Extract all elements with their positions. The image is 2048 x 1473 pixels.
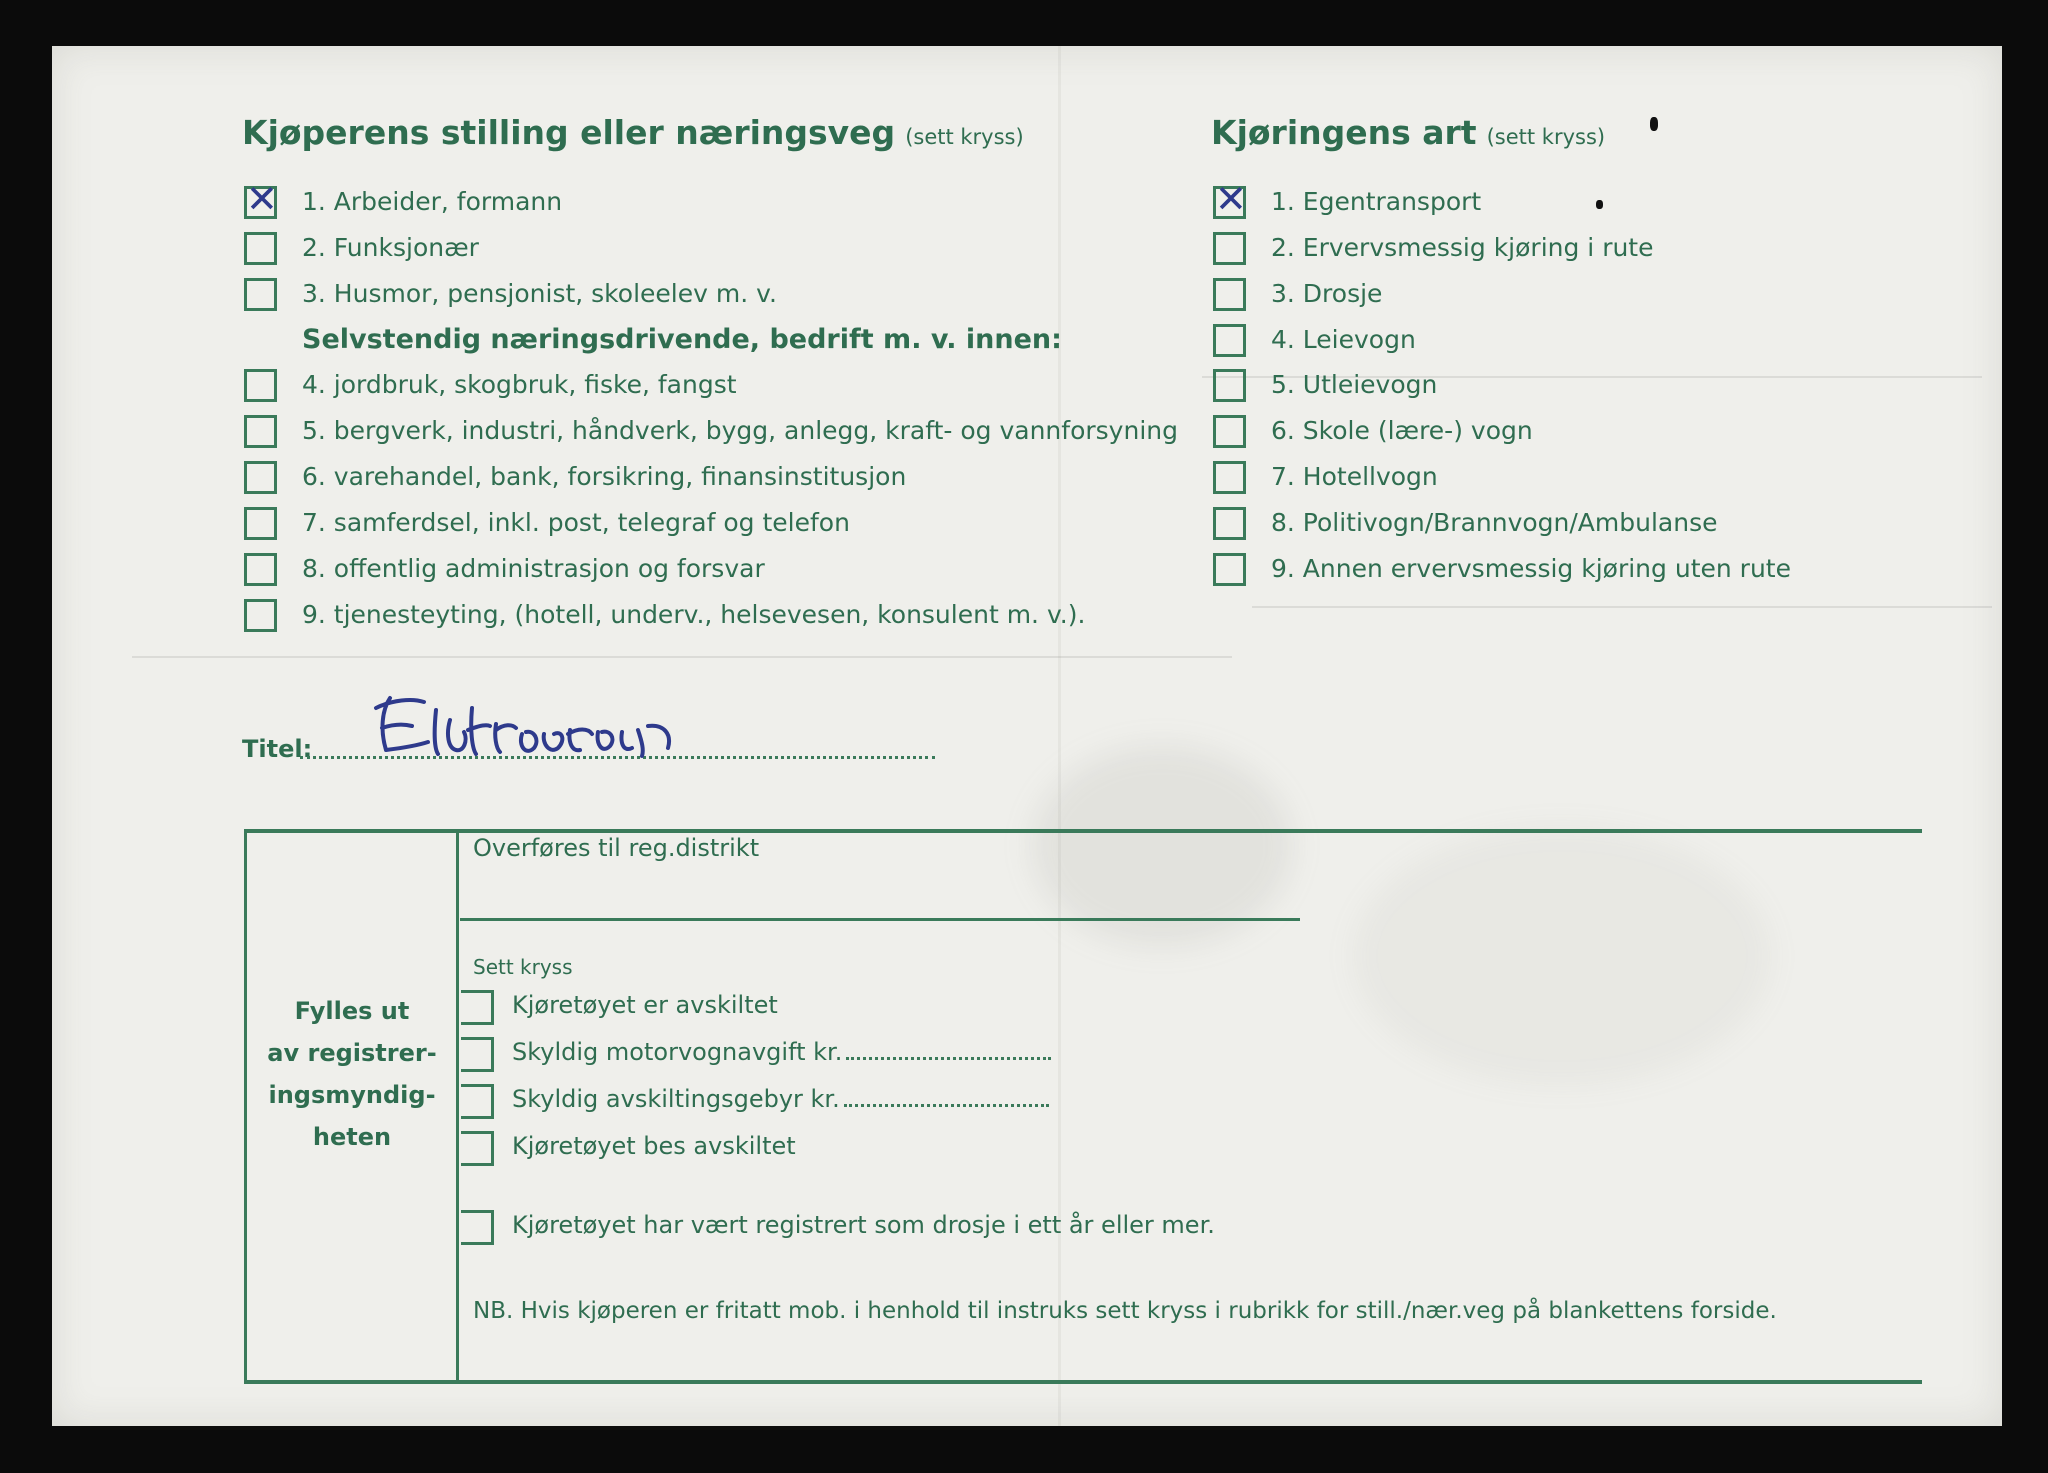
checkbox[interactable] <box>461 1037 494 1072</box>
note-text: NB. Hvis kjøperen er fritatt mob. i henhold til instruks sett kryss i rubrikk for still./nær.veg på blankettens forside. <box>473 1298 1777 1324</box>
checkbox[interactable] <box>1213 415 1246 448</box>
ink-speck <box>1596 200 1603 209</box>
panel-border-top <box>244 829 1922 833</box>
check-mark-icon: ✕ <box>1215 177 1247 221</box>
stain <box>1352 826 1772 1086</box>
checkbox[interactable] <box>244 599 277 632</box>
checkbox[interactable] <box>244 415 277 448</box>
panel-border-bottom <box>244 1380 1922 1384</box>
buyer-heading: Kjøperens stilling eller næringsveg (sett kryss) <box>242 113 1024 152</box>
checkbox[interactable] <box>1213 507 1246 540</box>
panel-divider <box>456 829 459 1382</box>
checkbox[interactable] <box>461 1131 494 1166</box>
checkbox[interactable] <box>1213 232 1246 265</box>
sett-kryss-label: Sett kryss <box>473 955 573 979</box>
checkbox[interactable] <box>1213 278 1246 311</box>
check-mark-icon: ✕ <box>246 177 278 221</box>
checkbox[interactable] <box>1213 553 1246 586</box>
checkbox[interactable] <box>461 1210 494 1245</box>
amount-field-line[interactable] <box>846 1039 1051 1060</box>
registry-side-label: Fylles ut av registrer- ingsmyndig- heten <box>267 997 437 1151</box>
handwritten-signature <box>372 690 832 770</box>
checkbox[interactable] <box>461 1084 494 1119</box>
stain <box>1032 746 1292 946</box>
checkbox[interactable] <box>244 507 277 540</box>
checkbox[interactable] <box>461 990 494 1025</box>
checkbox[interactable] <box>244 369 277 402</box>
selfemployed-heading: Selvstendig næringsdrivende, bedrift m. v. innen: <box>302 324 1062 355</box>
checkbox[interactable] <box>244 232 277 265</box>
titel-label: Titel: <box>242 735 313 763</box>
checkbox[interactable] <box>1213 461 1246 494</box>
transfer-field-line[interactable] <box>460 918 1300 921</box>
checkbox[interactable] <box>1213 324 1246 357</box>
bleed-through-line <box>132 656 1232 658</box>
amount-field-line[interactable] <box>844 1086 1049 1107</box>
driving-heading: Kjøringens art (sett kryss) <box>1211 113 1606 152</box>
bleed-through-line <box>1252 606 1992 608</box>
transfer-label: Overføres til reg.distrikt <box>473 834 760 862</box>
ink-speck <box>1650 117 1658 131</box>
panel-border-left <box>244 829 247 1382</box>
checkbox[interactable] <box>244 461 277 494</box>
checkbox[interactable] <box>244 278 277 311</box>
checkbox[interactable] <box>1213 369 1246 402</box>
checkbox[interactable] <box>244 553 277 586</box>
